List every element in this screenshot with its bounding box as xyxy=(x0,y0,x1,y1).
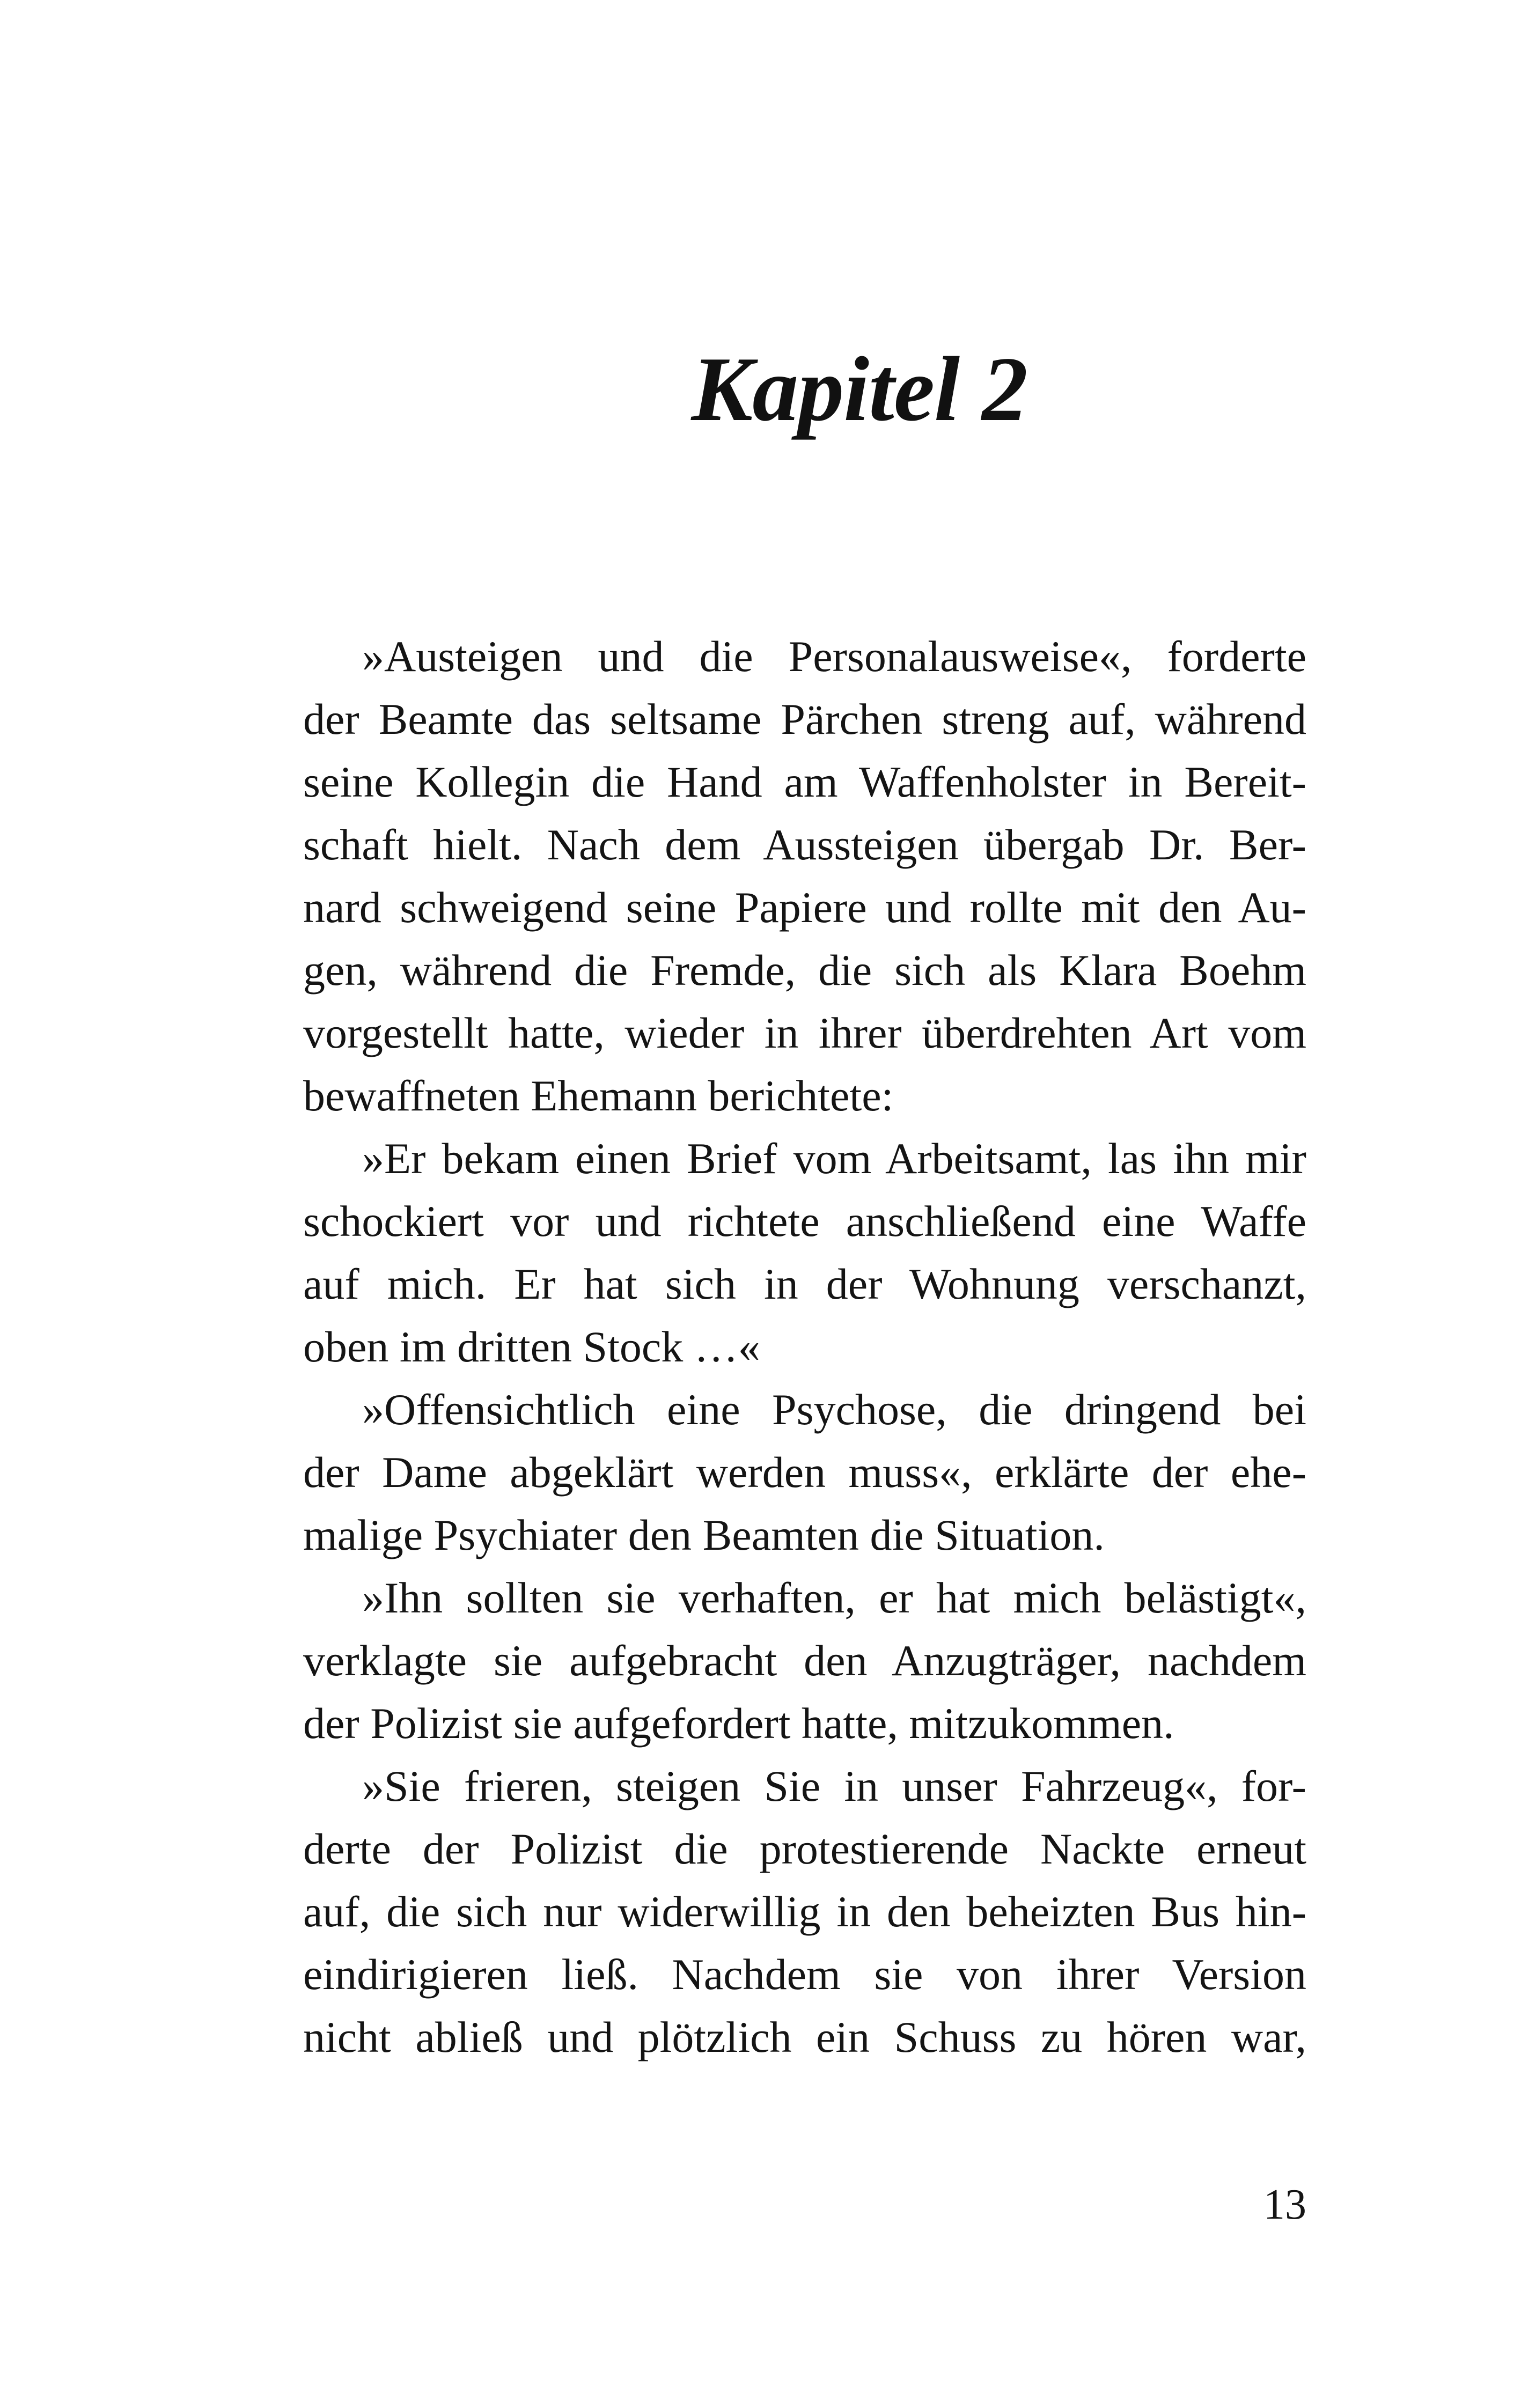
text-line: malige Psychiater den Beamten die Situation. xyxy=(303,1511,1105,1559)
paragraph xyxy=(303,625,1306,1127)
text-line: derte der Polizist die protestierende Nackte erneut xyxy=(303,1824,1306,1873)
text-line: auf mich. Er hat sich in der Wohnung verschanzt, xyxy=(303,1260,1306,1308)
text-line: »Er bekam einen Brief vom Arbeitsamt, las ihn mir xyxy=(362,1134,1306,1183)
text-line: gen, während die Fremde, die sich als Klara Boehm xyxy=(303,946,1306,995)
body-text xyxy=(303,625,1306,2068)
text-line: »Sie frieren, steigen Sie in unser Fahrzeug«, for- xyxy=(362,1762,1306,1810)
page-number: 13 xyxy=(1263,2181,1306,2228)
text-line: »Ihn sollten sie verhaften, er hat mich belästigt«, xyxy=(362,1573,1306,1622)
text-line: vorgestellt hatte, wieder in ihrer überdrehten Art vom xyxy=(303,1008,1306,1057)
text-line: der Polizist sie aufgefordert hatte, mitzukommen. xyxy=(303,1699,1174,1748)
text-line: der Beamte das seltsame Pärchen streng auf, während xyxy=(303,695,1306,743)
text-line: seine Kollegin die Hand am Waffenholster in Bereit- xyxy=(303,757,1306,806)
text-line: nicht abließ und plötzlich ein Schuss zu hören war, xyxy=(303,2013,1306,2061)
text-line: schaft hielt. Nach dem Aussteigen übergab Dr. Ber- xyxy=(303,820,1306,869)
paragraph xyxy=(303,1566,1306,1755)
text-line: »Austeigen und die Personalausweise«, forderte xyxy=(362,632,1306,681)
text-line: schockiert vor und richtete anschließend eine Waffe xyxy=(303,1197,1306,1246)
paragraph xyxy=(303,1755,1306,2068)
paragraph xyxy=(303,1378,1306,1566)
text-line: eindirigieren ließ. Nachdem sie von ihrer Version xyxy=(303,1950,1306,1999)
text-line: verklagte sie aufgebracht den Anzugträger, nachdem xyxy=(303,1636,1306,1685)
text-line: der Dame abgeklärt werden muss«, erklärte der ehe- xyxy=(303,1448,1306,1497)
text-line: oben im dritten Stock …« xyxy=(303,1322,760,1371)
paragraph xyxy=(303,1127,1306,1378)
text-line: bewaffneten Ehemann berichtete: xyxy=(303,1071,894,1120)
text-line: auf, die sich nur widerwillig in den beheizten Bus hin- xyxy=(303,1887,1306,1936)
text-line: »Offensichtlich eine Psychose, die dringend bei xyxy=(362,1385,1306,1434)
text-line: nard schweigend seine Papiere und rollte mit den Au- xyxy=(303,883,1306,932)
chapter-title: Kapitel 2 xyxy=(691,338,1027,440)
